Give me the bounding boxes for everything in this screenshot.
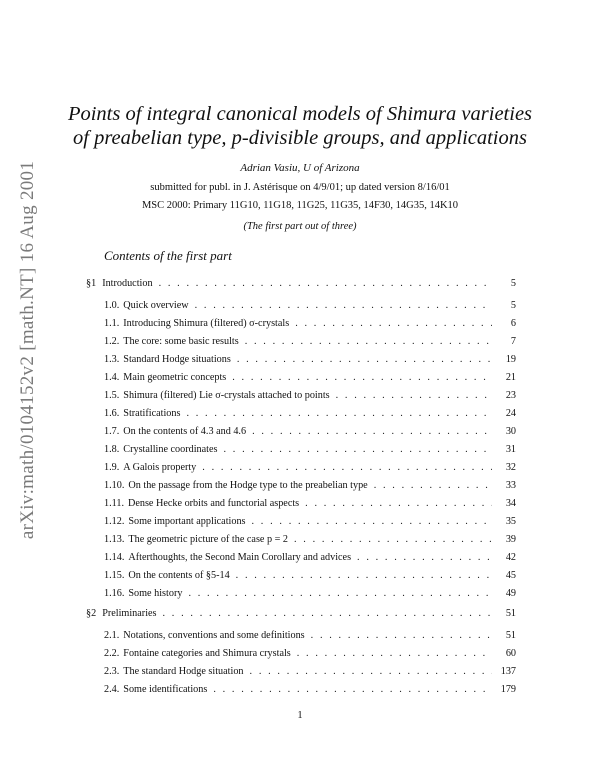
- toc-entry[interactable]: [104, 684, 516, 698]
- toc-leader: [252, 426, 492, 437]
- toc-entry[interactable]: [104, 498, 516, 512]
- toc-entry[interactable]: [104, 336, 516, 350]
- toc-title: Fontaine categories and Shimura crystals: [123, 648, 291, 659]
- toc-page: 5: [510, 278, 516, 289]
- toc-title: On the contents of §5-14: [128, 570, 230, 581]
- toc-leader: [163, 608, 492, 619]
- toc-entry[interactable]: [104, 408, 516, 422]
- toc-leader: [297, 648, 492, 659]
- toc-entry[interactable]: [104, 588, 516, 602]
- toc-page: 34: [505, 498, 516, 509]
- toc-entry[interactable]: [104, 462, 516, 476]
- arxiv-stamp-text: arXiv:math/0104152v2 [math.NT] 16 Aug 2001: [17, 160, 38, 540]
- toc-entry[interactable]: [104, 516, 516, 530]
- toc-title: Crystalline coordinates: [123, 444, 218, 455]
- toc-entry[interactable]: [104, 630, 516, 644]
- toc-number: 2.4.: [104, 684, 120, 695]
- toc-page: 35: [505, 516, 516, 527]
- toc-leader: [252, 516, 492, 527]
- toc-number: 1.5.: [104, 390, 120, 401]
- toc-leader: [357, 552, 492, 563]
- toc-leader: [294, 534, 492, 545]
- toc-entry[interactable]: [104, 666, 516, 680]
- toc-number: §1: [86, 278, 97, 289]
- toc-title: Introduction: [102, 278, 153, 289]
- toc-leader: [305, 498, 492, 509]
- toc-leader: [295, 318, 492, 329]
- toc-page: 51: [505, 608, 516, 619]
- toc-leader: [213, 684, 492, 695]
- msc-classification: MSC 2000: Primary 11G10, 11G18, 11G25, 11G35, 14F30, 14G35, 14K10: [141, 200, 459, 211]
- toc-entry[interactable]: [104, 300, 516, 314]
- toc-leader: [374, 480, 492, 491]
- toc-title: Shimura (filtered) Lie σ-crystals attached to points: [123, 390, 330, 401]
- toc-page: 33: [505, 480, 516, 491]
- contents-heading: Contents of the first part: [104, 248, 232, 263]
- toc-leader: [336, 390, 492, 401]
- toc-entry[interactable]: [104, 318, 516, 332]
- toc-page: 49: [505, 588, 516, 599]
- page-number: 1: [297, 710, 303, 721]
- toc-number: 1.1.: [104, 318, 120, 329]
- toc-number: 1.7.: [104, 426, 120, 437]
- toc-title: Introducing Shimura (filtered) σ-crystals: [123, 318, 290, 329]
- toc-entry[interactable]: [104, 552, 516, 566]
- toc-number: 1.11.: [104, 498, 124, 509]
- toc-title: Quick overview: [123, 300, 189, 311]
- toc-leader: [159, 278, 492, 289]
- toc-leader: [186, 408, 492, 419]
- submission-note: submitted for publ. in J. Astérisque on 4/9/01; up dated version 8/16/01: [150, 182, 450, 193]
- toc-number: 1.13.: [104, 534, 125, 545]
- toc-number: 1.16.: [104, 588, 125, 599]
- toc-number: 1.12.: [104, 516, 125, 527]
- toc-number: 1.14.: [104, 552, 125, 563]
- toc-title: Dense Hecke orbits and functorial aspects: [128, 498, 300, 509]
- toc-entry[interactable]: [104, 444, 516, 458]
- toc-number: 2.2.: [104, 648, 120, 659]
- paper-title: [0, 102, 600, 150]
- toc-title: The geometric picture of the case p = 2: [128, 534, 288, 545]
- toc-leader: [188, 588, 492, 599]
- toc-title: On the contents of 4.3 and 4.6: [123, 426, 247, 437]
- toc-page: 51: [505, 630, 516, 641]
- toc-page: 7: [510, 336, 516, 347]
- toc-number: 1.8.: [104, 444, 120, 455]
- toc-leader: [245, 336, 492, 347]
- toc-number: 1.6.: [104, 408, 120, 419]
- toc-entry[interactable]: [104, 372, 516, 386]
- toc-leader: [237, 354, 492, 365]
- toc-page: 6: [510, 318, 516, 329]
- toc-page: 39: [505, 534, 516, 545]
- toc-title: Some identifications: [123, 684, 208, 695]
- toc-page: 32: [505, 462, 516, 473]
- toc-number: 1.2.: [104, 336, 120, 347]
- toc-page: 60: [505, 648, 516, 659]
- toc-leader: [236, 570, 492, 581]
- toc-entry[interactable]: [104, 534, 516, 548]
- title-line-1: Points of integral canonical models of Shimura varieties: [67, 103, 533, 125]
- toc-number: §2: [86, 608, 97, 619]
- toc-leader: [250, 666, 492, 677]
- toc-title: Notations, conventions and some definitions: [123, 630, 305, 641]
- toc-title: Stratifications: [123, 408, 181, 419]
- toc-page: 179: [500, 684, 516, 695]
- toc-page: 42: [505, 552, 516, 563]
- title-line-2: of preabelian type, p-divisible groups, and applications: [73, 127, 527, 149]
- toc-title: Some history: [128, 588, 183, 599]
- toc-number: 1.4.: [104, 372, 120, 383]
- toc-entry[interactable]: [86, 608, 516, 622]
- toc-entry[interactable]: [104, 390, 516, 404]
- toc-number: 1.15.: [104, 570, 125, 581]
- toc-entry[interactable]: [104, 570, 516, 584]
- toc-title: Preliminaries: [102, 608, 157, 619]
- toc-page: 23: [505, 390, 516, 401]
- toc-entry[interactable]: [104, 354, 516, 368]
- part-note: (The first part out of three): [243, 221, 357, 232]
- author-line: Adrian Vasiu, U of Arizona: [240, 162, 360, 174]
- toc-entry[interactable]: [86, 278, 516, 292]
- toc-page: 45: [505, 570, 516, 581]
- toc-number: 2.1.: [104, 630, 120, 641]
- toc-page: 21: [505, 372, 516, 383]
- toc-title: Main geometric concepts: [123, 372, 227, 383]
- toc-page: 5: [510, 300, 516, 311]
- toc-leader: [202, 462, 492, 473]
- toc-title: The standard Hodge situation: [123, 666, 244, 677]
- toc-number: 1.10.: [104, 480, 125, 491]
- toc-page: 24: [505, 408, 516, 419]
- toc-number: 1.0.: [104, 300, 120, 311]
- toc-leader: [232, 372, 492, 383]
- toc-entry[interactable]: [104, 648, 516, 662]
- toc-leader: [195, 300, 492, 311]
- toc-page: 31: [505, 444, 516, 455]
- toc-title: The core: some basic results: [123, 336, 239, 347]
- toc-page: 137: [500, 666, 516, 677]
- toc-entry[interactable]: [104, 426, 516, 440]
- toc-page: 19: [505, 354, 516, 365]
- toc-number: 1.3.: [104, 354, 120, 365]
- toc-leader: [311, 630, 492, 641]
- toc-page: 30: [505, 426, 516, 437]
- toc-entry[interactable]: [104, 480, 516, 494]
- toc-title: On the passage from the Hodge type to the preabelian type: [128, 480, 368, 491]
- toc-number: 2.3.: [104, 666, 120, 677]
- toc-title: Standard Hodge situations: [123, 354, 231, 365]
- toc-number: 1.9.: [104, 462, 120, 473]
- toc-title: Some important applications: [128, 516, 246, 527]
- toc-title: A Galois property: [123, 462, 197, 473]
- toc-leader: [224, 444, 493, 455]
- toc-title: Afterthoughts, the Second Main Corollary and advices: [128, 552, 352, 563]
